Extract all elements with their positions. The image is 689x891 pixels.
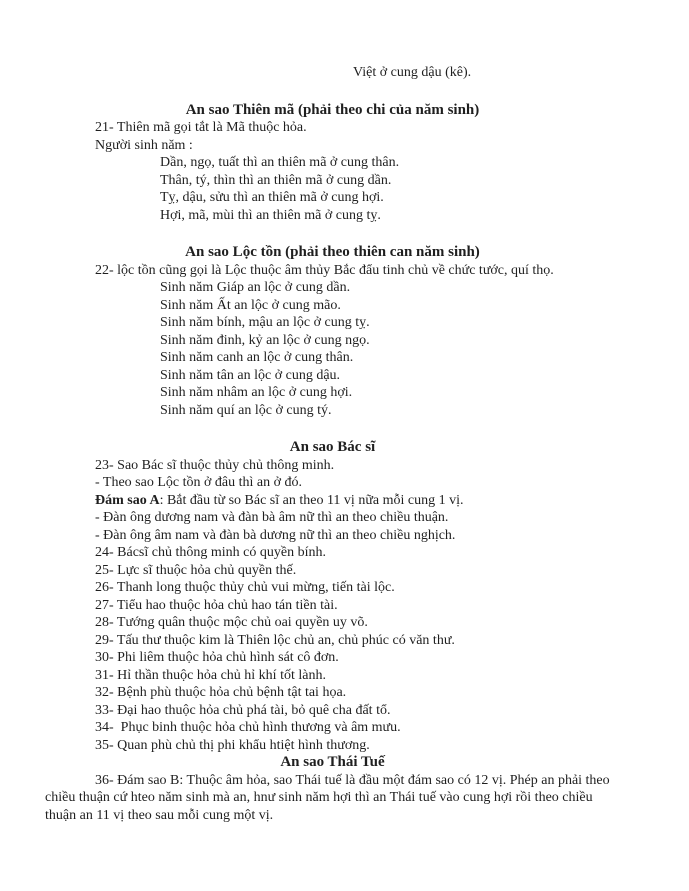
item-22: 22- lộc tồn cũng gọi là Lộc thuộc âm thủy Bắc đẩu tinh chủ về chức tước, quí thọ. (95, 262, 554, 278)
rule-line: Hợi, mã, mùi thì an thiên mã ở cung tỵ. (160, 207, 381, 223)
heading-an-sao-thai-tue: An sao Thái Tuế (280, 754, 385, 770)
item-25: 25- Lực sĩ thuộc hỏa chủ quyền thế. (95, 562, 297, 578)
item-21: 21- Thiên mã gọi tắt là Mã thuộc hỏa. (95, 120, 307, 135)
rule-line: Sinh năm Ất an lộc ở cung mão. (160, 297, 341, 313)
rule-line: Sinh năm đinh, kỷ an lộc ở cung ngọ. (160, 332, 370, 348)
item-29: 29- Tấu thư thuộc kim là Thiên lộc chủ an, chủ phúc có văn thư. (95, 632, 455, 648)
rule-line: Sinh năm canh an lộc ở cung thân. (160, 350, 354, 365)
item-32: 32- Bệnh phù thuộc hỏa chủ bệnh tật tai họa. (95, 685, 347, 700)
rule-line: Tỵ, dậu, sửu thì an thiên mã ở cung hợi. (160, 190, 384, 205)
item-23: 23- Sao Bác sĩ thuộc thủy chủ thông minh. (95, 457, 335, 473)
heading-an-sao-bac-si: An sao Bác sĩ (289, 439, 376, 455)
item-28: 28- Tướng quân thuộc mộc chủ oai quyền uy võ. (95, 615, 368, 630)
dam-sao-a-text: : Bắt đầu từ so Bác sĩ an theo 11 vị nữa mỗi cung 1 vị. (159, 492, 464, 508)
line-nguoi-sinh-nam: Người sinh năm : (95, 137, 193, 153)
intro-line: Việt ở cung dậu (kê). (353, 65, 472, 80)
item-31: 31- Hỉ thần thuộc hỏa chủ hỉ khí tốt lành. (95, 667, 326, 683)
rule-line: Sinh năm Giáp an lộc ở cung dần. (160, 280, 351, 295)
note-line: - Theo sao Lộc tồn ở đâu thì an ở đó. (95, 475, 303, 490)
item-27: 27- Tiểu hao thuộc hỏa chủ hao tán tiền tài. (95, 597, 338, 613)
rule-line: Sinh năm nhâm an lộc ở cung hợi. (160, 385, 353, 400)
dam-sao-a-label: Đám sao A (95, 492, 160, 508)
item-33: 33- Đại hao thuộc hỏa chủ phá tài, bỏ quê cha đất tổ. (95, 702, 391, 718)
rule-line: Dần, ngọ, tuất thì an thiên mã ở cung thân. (160, 155, 400, 170)
heading-an-sao-loc-ton: An sao Lộc tồn (phải theo thiên can năm sinh) (185, 244, 480, 260)
item-26: 26- Thanh long thuộc thủy chủ vui mừng, tiến tài lộc. (95, 580, 395, 595)
rule-line: Sinh năm bính, mậu an lộc ở cung tỵ. (160, 315, 370, 330)
rule-line: Thân, tý, thìn thì an thiên mã ở cung dần. (160, 172, 392, 188)
paragraph-36: 36- Đám sao B: Thuộc âm hỏa, sao Thái tuế là đầu một đám sao có 12 vị. Phép an phải theo chiều thuận cứ hteo năm sinh mà an, hnư sinh năm hợi thì an Thái tuế vào cung hợi rồi theo chiều thuận an 11 vị theo sau mỗi cung một vị. (45, 772, 614, 823)
item-35: 35- Quan phù chủ thị phi khẩu htiệt hình thương. (95, 737, 370, 753)
heading-an-sao-thien-ma: An sao Thiên mã (phải theo chi của năm sinh) (185, 101, 480, 118)
note-line: - Đàn ông âm nam và đàn bà dương nữ thì an theo chiều nghịch. (95, 527, 456, 543)
item-24: 24- Bácsĩ chủ thông minh có quyền bính. (95, 545, 326, 560)
rule-line: Sinh năm quí an lộc ở cung tý. (160, 402, 332, 418)
item-30: 30- Phi liêm thuộc hỏa chủ hình sát cô đơn. (95, 650, 339, 665)
item-34: 34- Phục binh thuộc hỏa chủ hình thương và âm mưu. (95, 720, 401, 735)
note-line: - Đàn ông dương nam và đàn bà âm nữ thì an theo chiều thuận. (95, 510, 449, 525)
item-dam-sao-a (95, 492, 620, 510)
rule-line: Sinh năm tân an lộc ở cung dậu. (160, 367, 341, 383)
